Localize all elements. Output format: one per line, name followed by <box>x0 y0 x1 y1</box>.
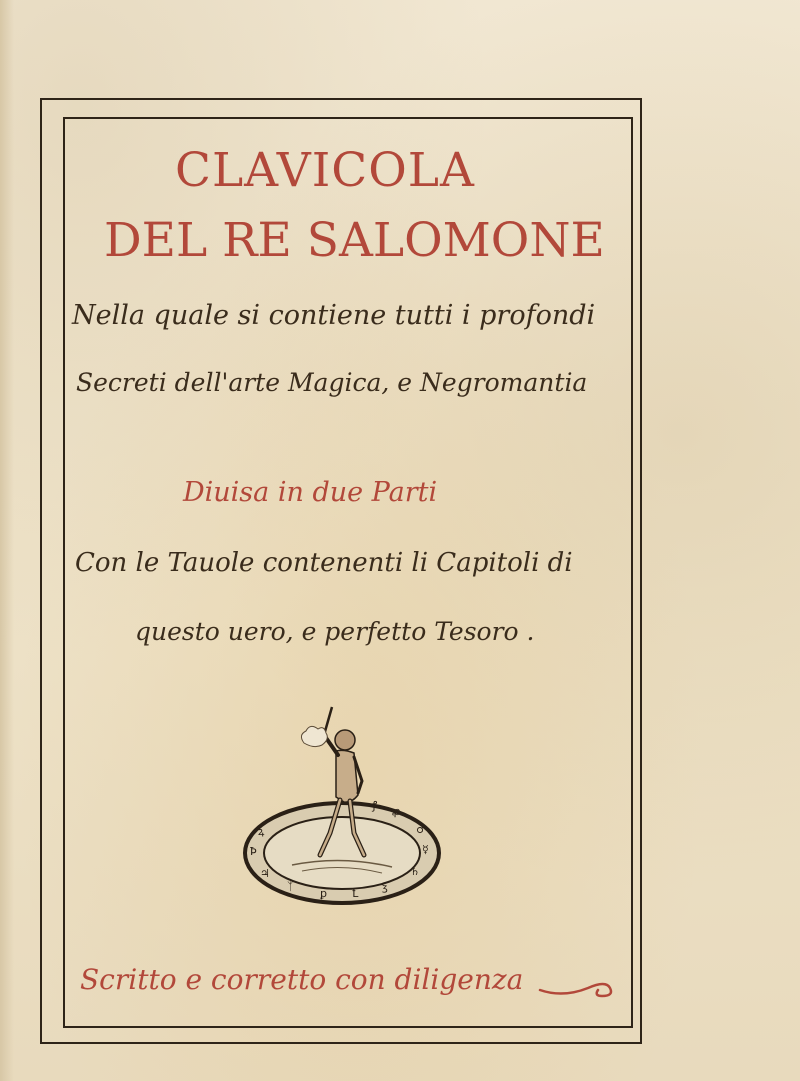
magician-in-circle-emblem-icon <box>232 705 447 910</box>
division-line: Diuisa in due Parti <box>183 477 438 508</box>
svg-text:ꝝ: ꝝ <box>258 825 265 838</box>
svg-text:ꝭ: ꝭ <box>372 799 378 812</box>
svg-text:ꝣ: ꝣ <box>382 880 388 893</box>
svg-text:♄: ♄ <box>410 865 420 878</box>
svg-text:♃: ♃ <box>260 867 270 880</box>
svg-text:ꝑ: ꝑ <box>320 887 327 900</box>
title-line-2: DEL RE SALOMONE <box>104 213 605 268</box>
svg-text:Ꝉ: Ꝉ <box>352 887 359 900</box>
page-binding-edge <box>0 0 14 1081</box>
contents-line-2: questo uero, e perfetto Tesoro . <box>135 617 535 646</box>
svg-text:Ꝥ: Ꝥ <box>250 845 257 858</box>
contents-line-1: Con le Tauole contenenti li Capitoli di <box>75 548 573 578</box>
svg-text:ᛉ: ᛉ <box>287 880 294 893</box>
subtitle-line-2: Secreti dell'arte Magica, e Negromantia <box>76 368 588 397</box>
footer-line: Scritto e corretto con diligenza <box>80 963 524 996</box>
svg-text:♂: ♂ <box>416 823 426 836</box>
svg-text:☿: ☿ <box>422 843 429 856</box>
svg-text:ꝓ: ꝓ <box>392 805 401 818</box>
title-line-1: CLAVICOLA <box>175 143 475 198</box>
subtitle-line-1: Nella quale si contiene tutti i profondi <box>72 300 596 331</box>
flourish-icon <box>538 968 618 1008</box>
